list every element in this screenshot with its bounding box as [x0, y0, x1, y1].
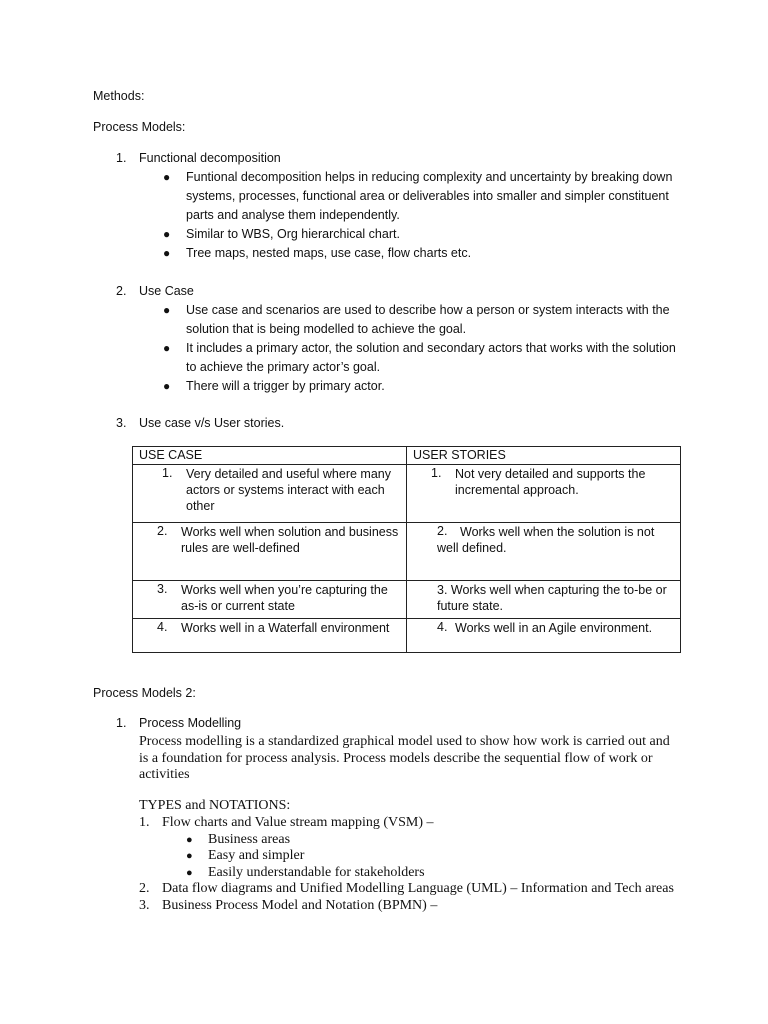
bullet-icon: ●: [186, 850, 193, 862]
table-cell: [133, 523, 407, 581]
comparison-table: [132, 446, 681, 653]
bullet-item: ● There will a trigger by primary actor.: [160, 377, 680, 396]
cell-number: 3.: [157, 582, 168, 596]
bullet-icon: ●: [186, 866, 193, 879]
list-number: 2.: [139, 881, 150, 896]
cell-number: 1.: [431, 466, 442, 480]
types-item-text: Data flow diagrams and Unified Modelling Language (UML) – Information and Tech areas: [162, 881, 674, 896]
bullet-icon: ●: [186, 833, 193, 846]
heading-process-models-2: Process Models 2:: [93, 686, 196, 700]
bullet-item: ● Funtional decomposition helps in reducing complexity and uncertainty by breaking down systems, processes, functional area or deliverables into smaller and simpler constituent parts and analyse them independently.: [163, 170, 673, 222]
cell-number: 2.: [437, 524, 448, 538]
process-modelling-description: Process modelling is a standardized graphical model used to show how work is carried out and is a foundation for process analysis. Process models describe the sequential flow of work or activities: [139, 734, 670, 782]
heading-methods: Methods:: [93, 89, 145, 103]
bullet-list-use-case: [160, 301, 680, 396]
table-row: [133, 465, 681, 523]
heading-process-models: Process Models:: [93, 120, 186, 134]
cell-number: 1.: [162, 466, 173, 480]
table-header-use-case: USE CASE: [133, 447, 407, 465]
bullet-icon: ●: [163, 303, 171, 317]
bullet-list-functional-decomposition: [160, 168, 680, 263]
list-number: 3.: [139, 897, 150, 913]
cell-text: Works well when you’re capturing the as-is or current state: [181, 583, 388, 613]
types-item-text: Flow charts and Value stream mapping (VSM) –: [162, 815, 434, 830]
cell-text: Works well when the solution is not well defined.: [437, 525, 655, 555]
list-item-title: Functional decomposition: [139, 151, 281, 165]
table-cell: [133, 619, 407, 653]
bullet-icon: ●: [163, 170, 171, 184]
table-cell: [133, 465, 407, 523]
bullet-item: ● Business areas: [186, 831, 291, 847]
bullet-item: ● Easily understandable for stakeholders: [186, 864, 425, 880]
list-number: 1.: [116, 716, 127, 730]
bullet-icon: ●: [163, 246, 171, 260]
cell-number: 4.: [437, 620, 448, 634]
table-header-row: [133, 447, 681, 465]
bullet-item: ● Easy and simpler: [186, 848, 305, 863]
bullet-icon: ●: [163, 341, 171, 355]
cell-text: 3. Works well when capturing the to-be or future state.: [437, 583, 667, 613]
list-item-title: Process Modelling: [139, 716, 242, 730]
table-row: [133, 581, 681, 619]
cell-number: 4.: [157, 620, 168, 634]
table-cell: [407, 523, 681, 581]
cell-text: Works well in an Agile environment.: [455, 621, 653, 635]
types-item-text: Business Process Model and Notation (BPMN) –: [162, 897, 438, 913]
bullet-item: ● Tree maps, nested maps, use case, flow charts etc.: [160, 244, 680, 263]
table-header-user-stories: USER STORIES: [407, 447, 681, 465]
cell-text: Works well in a Waterfall environment: [181, 621, 390, 635]
list-number: 1.: [139, 815, 150, 830]
types-heading: TYPES and NOTATIONS:: [139, 798, 291, 813]
cell-text: Works well when solution and business rules are well-defined: [181, 525, 399, 555]
cell-text: Very detailed and useful where many actors or systems interact with each other: [186, 467, 391, 513]
cell-number: 2.: [157, 524, 168, 538]
bullet-icon: ●: [163, 379, 171, 393]
table-cell: [133, 581, 407, 619]
table-row: [133, 619, 681, 653]
bullet-item: ● It includes a primary actor, the solution and secondary actors that works with the solution to achieve the primary actor’s goal.: [163, 341, 676, 374]
types-list-item: [139, 898, 679, 915]
types-list-item: [139, 881, 679, 898]
list-number: 3.: [116, 416, 127, 430]
table-cell: [407, 465, 681, 523]
bullet-item: ● Similar to WBS, Org hierarchical chart.: [160, 225, 680, 244]
table-cell: [407, 581, 681, 619]
types-list: [139, 815, 679, 914]
types-bullet-list: [139, 832, 679, 882]
bullet-icon: ●: [163, 227, 171, 241]
list-item-title: Use case v/s User stories.: [139, 416, 285, 430]
list-number: 2.: [116, 284, 127, 298]
list-item-title: Use Case: [139, 284, 194, 298]
table-cell: [407, 619, 681, 653]
table-row: [133, 523, 681, 581]
list-number: 1.: [116, 151, 127, 165]
types-list-item: [139, 815, 679, 832]
cell-text: Not very detailed and supports the incremental approach.: [455, 467, 646, 497]
bullet-item: ● Use case and scenarios are used to describe how a person or system interacts with the solution that is being modelled to achieve the goal.: [163, 303, 670, 336]
